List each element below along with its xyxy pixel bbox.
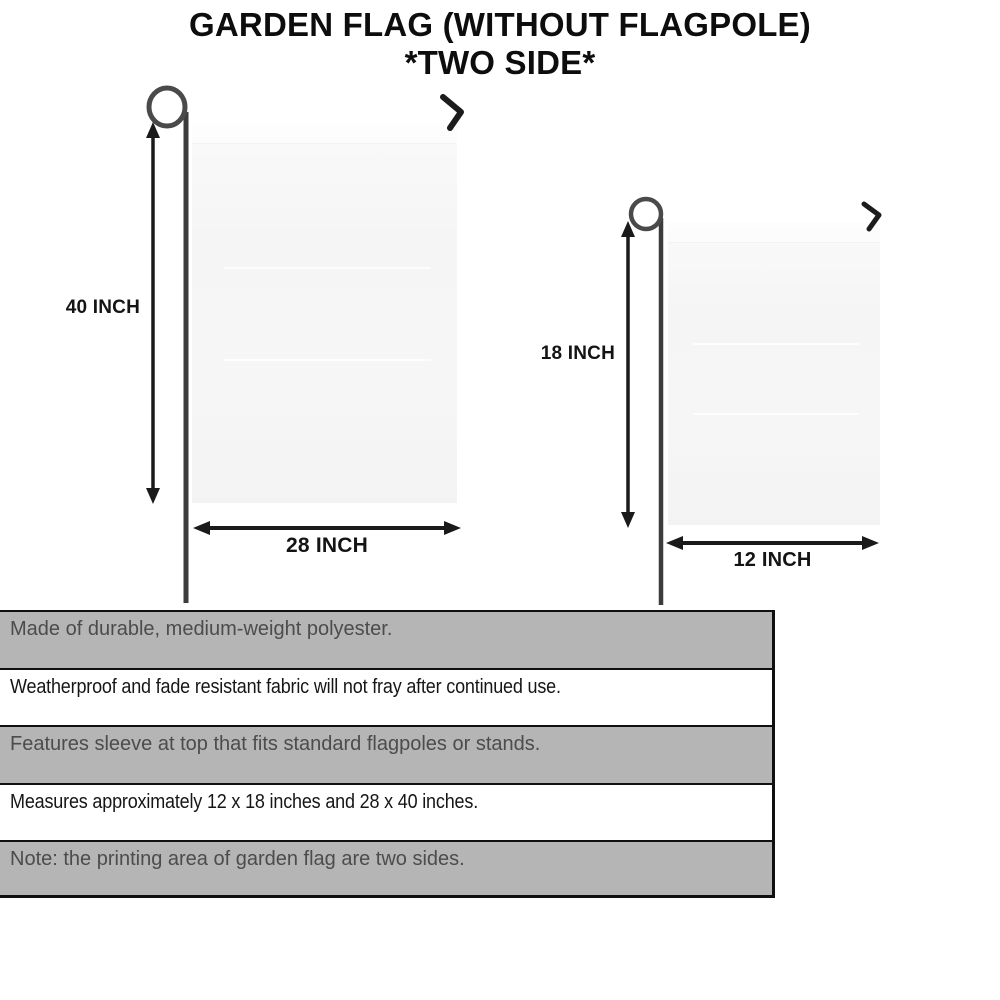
small-flag-width-arrow [666,536,879,550]
spec-table [0,610,775,898]
spec-row-note [0,840,772,898]
title-line-2: *TWO SIDE* [404,44,596,81]
spec-row-text: Note: the printing area of garden flag are two sides. [10,848,465,870]
spec-row-sleeve [0,725,772,783]
large-flag-width-label: 28 INCH [286,534,368,557]
large-flagpole-loop-icon [149,88,185,126]
spec-row-text: Features sleeve at top that fits standard flagpoles or stands. [10,733,541,755]
large-flag-height-label: 40 INCH [65,297,140,318]
large-flag-clip-icon [443,97,461,128]
small-flag-height-label: 18 INCH [540,343,615,364]
title-line-1: GARDEN FLAG (WITHOUT FLAGPOLE) [189,6,811,43]
small-flag-clip-icon [864,204,879,229]
spec-row-text: Weatherproof and fade resistant fabric will not fray after continued use. [10,675,561,698]
small-flagpole-loop-icon [631,199,661,229]
spec-row-weatherproof [0,668,772,726]
small-flag-height-arrow [621,221,635,528]
spec-row-text: Made of durable, medium-weight polyester. [10,618,393,640]
spec-row-material [0,610,772,668]
spec-row-text: Measures approximately 12 x 18 inches and 28 x 40 inches. [10,790,479,813]
large-flag-height-arrow [146,122,160,504]
large-flag-width-arrow [193,521,461,535]
spec-row-measurements [0,783,772,841]
small-flag-width-label: 12 INCH [733,549,812,571]
